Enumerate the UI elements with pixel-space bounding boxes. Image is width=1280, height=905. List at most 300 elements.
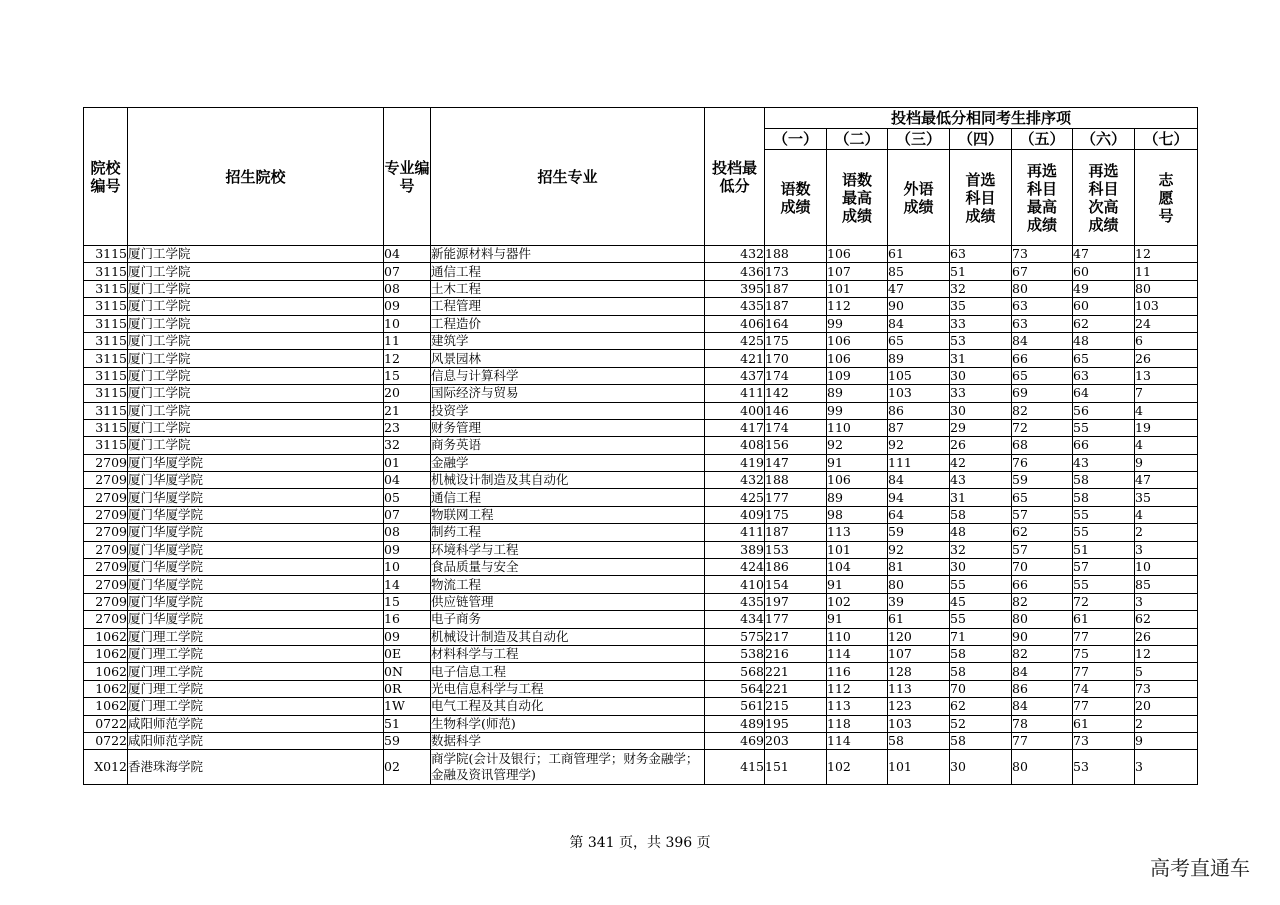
major-cell: 国际经济与贸易 [431, 385, 705, 402]
order1-cell: 154 [765, 576, 827, 593]
major-cell: 土木工程 [431, 280, 705, 297]
table-row [84, 524, 1198, 541]
min-score-cell: 408 [705, 437, 765, 454]
order1-cell: 170 [765, 350, 827, 367]
order6-cell: 63 [1073, 367, 1135, 384]
min-score-cell: 421 [705, 350, 765, 367]
min-score-cell: 389 [705, 541, 765, 558]
major-code-cell: 07 [384, 506, 431, 523]
school-cell: 厦门理工学院 [128, 628, 384, 645]
major-cell: 物流工程 [431, 576, 705, 593]
order7-cell: 3 [1135, 593, 1198, 610]
school-code-cell: 3115 [84, 332, 128, 349]
order3-cell: 90 [888, 298, 950, 315]
table-row [84, 419, 1198, 436]
order5-cell: 65 [1012, 489, 1073, 506]
major-cell: 金融学 [431, 454, 705, 471]
school-code-cell: 3115 [84, 246, 128, 263]
school-code-cell: 1062 [84, 663, 128, 680]
school-code-cell: 1062 [84, 628, 128, 645]
header-school: 招生院校 [128, 108, 384, 246]
major-code-cell: 07 [384, 263, 431, 280]
major-code-cell: 0E [384, 645, 431, 662]
order6-cell: 55 [1073, 576, 1135, 593]
school-code-cell: 2709 [84, 576, 128, 593]
order3-cell: 107 [888, 645, 950, 662]
order1-cell: 187 [765, 298, 827, 315]
table-row [84, 645, 1198, 662]
table-row [84, 332, 1198, 349]
order3-cell: 87 [888, 419, 950, 436]
school-code-cell: 1062 [84, 680, 128, 697]
order4-cell: 31 [950, 350, 1012, 367]
table-row [84, 680, 1198, 697]
order4-cell: 55 [950, 576, 1012, 593]
order4-cell: 58 [950, 732, 1012, 749]
order4-cell: 53 [950, 332, 1012, 349]
table-row [84, 593, 1198, 610]
order4-cell: 30 [950, 367, 1012, 384]
school-code-cell: 2709 [84, 524, 128, 541]
header-sub-7: 志愿号 [1135, 150, 1198, 246]
major-code-cell: 05 [384, 489, 431, 506]
order4-cell: 35 [950, 298, 1012, 315]
table-row [84, 559, 1198, 576]
order3-cell: 61 [888, 611, 950, 628]
order4-cell: 32 [950, 280, 1012, 297]
order7-cell: 5 [1135, 663, 1198, 680]
order2-cell: 107 [827, 263, 888, 280]
order7-cell: 11 [1135, 263, 1198, 280]
header-order-4: （四） [950, 129, 1012, 150]
order7-cell: 4 [1135, 506, 1198, 523]
table-row [84, 715, 1198, 732]
major-cell: 信息与计算科学 [431, 367, 705, 384]
school-code-cell: 1062 [84, 645, 128, 662]
order3-cell: 64 [888, 506, 950, 523]
table-row [84, 663, 1198, 680]
order3-cell: 84 [888, 472, 950, 489]
school-code-cell: 3115 [84, 350, 128, 367]
major-cell: 商学院(会计及银行；工商管理学；财务金融学；金融及资讯管理学) [431, 750, 705, 785]
order6-cell: 62 [1073, 315, 1135, 332]
table-row [84, 402, 1198, 419]
order4-cell: 51 [950, 263, 1012, 280]
min-score-cell: 568 [705, 663, 765, 680]
order4-cell: 55 [950, 611, 1012, 628]
school-code-cell: 2709 [84, 506, 128, 523]
order6-cell: 60 [1073, 263, 1135, 280]
school-cell: 厦门华厦学院 [128, 559, 384, 576]
min-score-cell: 410 [705, 576, 765, 593]
order3-cell: 105 [888, 367, 950, 384]
major-cell: 商务英语 [431, 437, 705, 454]
order6-cell: 48 [1073, 332, 1135, 349]
order3-cell: 84 [888, 315, 950, 332]
order2-cell: 110 [827, 628, 888, 645]
order7-cell: 103 [1135, 298, 1198, 315]
order5-cell: 57 [1012, 506, 1073, 523]
major-cell: 食品质量与安全 [431, 559, 705, 576]
order5-cell: 84 [1012, 663, 1073, 680]
order7-cell: 73 [1135, 680, 1198, 697]
school-cell: 厦门理工学院 [128, 698, 384, 715]
order5-cell: 84 [1012, 332, 1073, 349]
order1-cell: 156 [765, 437, 827, 454]
table-row [84, 506, 1198, 523]
min-score-cell: 538 [705, 645, 765, 662]
header-order-5: （五） [1012, 129, 1073, 150]
order4-cell: 33 [950, 385, 1012, 402]
school-cell: 咸阳师范学院 [128, 715, 384, 732]
order7-cell: 24 [1135, 315, 1198, 332]
order5-cell: 69 [1012, 385, 1073, 402]
major-cell: 制药工程 [431, 524, 705, 541]
major-code-cell: 04 [384, 472, 431, 489]
order3-cell: 65 [888, 332, 950, 349]
min-score-cell: 564 [705, 680, 765, 697]
major-cell: 财务管理 [431, 419, 705, 436]
order6-cell: 73 [1073, 732, 1135, 749]
major-code-cell: 14 [384, 576, 431, 593]
order2-cell: 104 [827, 559, 888, 576]
school-code-cell: 3115 [84, 367, 128, 384]
order2-cell: 91 [827, 611, 888, 628]
school-cell: 厦门华厦学院 [128, 454, 384, 471]
order3-cell: 81 [888, 559, 950, 576]
major-code-cell: 59 [384, 732, 431, 749]
min-score-cell: 432 [705, 472, 765, 489]
school-code-cell: 2709 [84, 489, 128, 506]
order3-cell: 92 [888, 541, 950, 558]
order2-cell: 102 [827, 593, 888, 610]
order4-cell: 42 [950, 454, 1012, 471]
order5-cell: 86 [1012, 680, 1073, 697]
min-score-cell: 425 [705, 489, 765, 506]
order5-cell: 63 [1012, 298, 1073, 315]
order5-cell: 57 [1012, 541, 1073, 558]
order7-cell: 3 [1135, 541, 1198, 558]
watermark: 高考直通车 [1150, 856, 1250, 880]
table-row [84, 698, 1198, 715]
order7-cell: 9 [1135, 732, 1198, 749]
order4-cell: 31 [950, 489, 1012, 506]
school-code-cell: 1062 [84, 698, 128, 715]
order2-cell: 101 [827, 541, 888, 558]
min-score-cell: 434 [705, 611, 765, 628]
order2-cell: 118 [827, 715, 888, 732]
school-cell: 厦门华厦学院 [128, 506, 384, 523]
order1-cell: 188 [765, 246, 827, 263]
order2-cell: 91 [827, 454, 888, 471]
major-code-cell: 08 [384, 280, 431, 297]
school-code-cell: 3115 [84, 315, 128, 332]
major-cell: 通信工程 [431, 489, 705, 506]
order6-cell: 58 [1073, 489, 1135, 506]
order2-cell: 91 [827, 576, 888, 593]
order3-cell: 94 [888, 489, 950, 506]
school-code-cell: 3115 [84, 419, 128, 436]
order4-cell: 70 [950, 680, 1012, 697]
order1-cell: 187 [765, 280, 827, 297]
order7-cell: 2 [1135, 524, 1198, 541]
major-cell: 风景园林 [431, 350, 705, 367]
order7-cell: 7 [1135, 385, 1198, 402]
order6-cell: 56 [1073, 402, 1135, 419]
order6-cell: 53 [1073, 750, 1135, 785]
order7-cell: 4 [1135, 402, 1198, 419]
order6-cell: 43 [1073, 454, 1135, 471]
header-sub-1: 语数成绩 [765, 150, 827, 246]
order2-cell: 109 [827, 367, 888, 384]
school-cell: 厦门理工学院 [128, 680, 384, 697]
major-code-cell: 09 [384, 541, 431, 558]
school-cell: 香港珠海学院 [128, 750, 384, 785]
school-cell: 厦门华厦学院 [128, 541, 384, 558]
major-code-cell: 21 [384, 402, 431, 419]
table-row [84, 298, 1198, 315]
order5-cell: 84 [1012, 698, 1073, 715]
order2-cell: 113 [827, 524, 888, 541]
order7-cell: 9 [1135, 454, 1198, 471]
min-score-cell: 436 [705, 263, 765, 280]
admission-table [83, 107, 1198, 785]
school-code-cell: 3115 [84, 280, 128, 297]
min-score-cell: 437 [705, 367, 765, 384]
order4-cell: 33 [950, 315, 1012, 332]
school-code-cell: 3115 [84, 437, 128, 454]
major-code-cell: 08 [384, 524, 431, 541]
order3-cell: 47 [888, 280, 950, 297]
order5-cell: 66 [1012, 576, 1073, 593]
major-cell: 投资学 [431, 402, 705, 419]
table-row [84, 263, 1198, 280]
order5-cell: 80 [1012, 280, 1073, 297]
order6-cell: 61 [1073, 715, 1135, 732]
order3-cell: 113 [888, 680, 950, 697]
order4-cell: 43 [950, 472, 1012, 489]
order2-cell: 106 [827, 332, 888, 349]
order7-cell: 19 [1135, 419, 1198, 436]
order2-cell: 99 [827, 315, 888, 332]
order1-cell: 153 [765, 541, 827, 558]
min-score-cell: 561 [705, 698, 765, 715]
min-score-cell: 425 [705, 332, 765, 349]
order3-cell: 128 [888, 663, 950, 680]
major-code-cell: 09 [384, 628, 431, 645]
major-cell: 环境科学与工程 [431, 541, 705, 558]
header-order-6: （六） [1073, 129, 1135, 150]
header-sort-group: 投档最低分相同考生排序项 [765, 108, 1198, 129]
order2-cell: 102 [827, 750, 888, 785]
major-cell: 工程管理 [431, 298, 705, 315]
school-cell: 厦门工学院 [128, 437, 384, 454]
min-score-cell: 489 [705, 715, 765, 732]
school-cell: 厦门工学院 [128, 246, 384, 263]
major-code-cell: 1W [384, 698, 431, 715]
order2-cell: 106 [827, 472, 888, 489]
major-code-cell: 0N [384, 663, 431, 680]
order1-cell: 151 [765, 750, 827, 785]
order4-cell: 30 [950, 402, 1012, 419]
order1-cell: 188 [765, 472, 827, 489]
order5-cell: 82 [1012, 645, 1073, 662]
major-cell: 通信工程 [431, 263, 705, 280]
school-cell: 厦门华厦学院 [128, 576, 384, 593]
order5-cell: 65 [1012, 367, 1073, 384]
order3-cell: 101 [888, 750, 950, 785]
header-major-code: 专业编号 [384, 108, 431, 246]
order4-cell: 52 [950, 715, 1012, 732]
order5-cell: 80 [1012, 611, 1073, 628]
order5-cell: 67 [1012, 263, 1073, 280]
order5-cell: 82 [1012, 402, 1073, 419]
major-cell: 工程造价 [431, 315, 705, 332]
order7-cell: 2 [1135, 715, 1198, 732]
order1-cell: 142 [765, 385, 827, 402]
order7-cell: 4 [1135, 437, 1198, 454]
min-score-cell: 417 [705, 419, 765, 436]
header-sub-5: 再选科目最高成绩 [1012, 150, 1073, 246]
school-cell: 厦门工学院 [128, 350, 384, 367]
order2-cell: 89 [827, 489, 888, 506]
order2-cell: 106 [827, 246, 888, 263]
school-code-cell: 2709 [84, 593, 128, 610]
header-sub-2: 语数最高成绩 [827, 150, 888, 246]
order5-cell: 90 [1012, 628, 1073, 645]
school-code-cell: 0722 [84, 715, 128, 732]
major-cell: 新能源材料与器件 [431, 246, 705, 263]
table-row [84, 280, 1198, 297]
major-cell: 机械设计制造及其自动化 [431, 628, 705, 645]
order5-cell: 68 [1012, 437, 1073, 454]
min-score-cell: 424 [705, 559, 765, 576]
min-score-cell: 395 [705, 280, 765, 297]
order3-cell: 86 [888, 402, 950, 419]
order1-cell: 221 [765, 680, 827, 697]
order1-cell: 175 [765, 332, 827, 349]
order7-cell: 62 [1135, 611, 1198, 628]
order5-cell: 63 [1012, 315, 1073, 332]
order1-cell: 215 [765, 698, 827, 715]
school-cell: 厦门工学院 [128, 280, 384, 297]
order7-cell: 47 [1135, 472, 1198, 489]
order7-cell: 12 [1135, 645, 1198, 662]
school-cell: 厦门工学院 [128, 367, 384, 384]
school-cell: 厦门工学院 [128, 298, 384, 315]
table-row [84, 385, 1198, 402]
table-body [84, 246, 1198, 785]
major-code-cell: 51 [384, 715, 431, 732]
order1-cell: 197 [765, 593, 827, 610]
header-sub-6: 再选科目次高成绩 [1073, 150, 1135, 246]
order4-cell: 71 [950, 628, 1012, 645]
order7-cell: 6 [1135, 332, 1198, 349]
header-order-1: （一） [765, 129, 827, 150]
order1-cell: 195 [765, 715, 827, 732]
major-cell: 物联网工程 [431, 506, 705, 523]
order3-cell: 61 [888, 246, 950, 263]
order7-cell: 20 [1135, 698, 1198, 715]
page-footer: 第 341 页，共 396 页 [569, 835, 711, 851]
school-cell: 厦门华厦学院 [128, 524, 384, 541]
order6-cell: 55 [1073, 419, 1135, 436]
major-code-cell: 32 [384, 437, 431, 454]
order6-cell: 61 [1073, 611, 1135, 628]
order7-cell: 3 [1135, 750, 1198, 785]
school-code-cell: 2709 [84, 472, 128, 489]
school-cell: 厦门工学院 [128, 315, 384, 332]
header-order-2: （二） [827, 129, 888, 150]
major-cell: 供应链管理 [431, 593, 705, 610]
major-code-cell: 23 [384, 419, 431, 436]
order2-cell: 92 [827, 437, 888, 454]
school-cell: 厦门华厦学院 [128, 489, 384, 506]
order1-cell: 175 [765, 506, 827, 523]
order3-cell: 58 [888, 732, 950, 749]
school-cell: 咸阳师范学院 [128, 732, 384, 749]
min-score-cell: 400 [705, 402, 765, 419]
order1-cell: 177 [765, 611, 827, 628]
order4-cell: 62 [950, 698, 1012, 715]
school-code-cell: 3115 [84, 385, 128, 402]
order6-cell: 55 [1073, 506, 1135, 523]
order1-cell: 147 [765, 454, 827, 471]
order7-cell: 80 [1135, 280, 1198, 297]
major-code-cell: 09 [384, 298, 431, 315]
table-row [84, 576, 1198, 593]
order4-cell: 30 [950, 750, 1012, 785]
order5-cell: 77 [1012, 732, 1073, 749]
major-cell: 数据科学 [431, 732, 705, 749]
major-code-cell: 02 [384, 750, 431, 785]
table-row [84, 315, 1198, 332]
order4-cell: 58 [950, 645, 1012, 662]
school-cell: 厦门工学院 [128, 419, 384, 436]
order7-cell: 10 [1135, 559, 1198, 576]
order1-cell: 216 [765, 645, 827, 662]
major-cell: 光电信息科学与工程 [431, 680, 705, 697]
order6-cell: 57 [1073, 559, 1135, 576]
order6-cell: 77 [1073, 663, 1135, 680]
order7-cell: 13 [1135, 367, 1198, 384]
table-row [84, 246, 1198, 263]
order5-cell: 59 [1012, 472, 1073, 489]
order2-cell: 89 [827, 385, 888, 402]
order5-cell: 80 [1012, 750, 1073, 785]
order7-cell: 12 [1135, 246, 1198, 263]
min-score-cell: 419 [705, 454, 765, 471]
order6-cell: 74 [1073, 680, 1135, 697]
order2-cell: 112 [827, 298, 888, 315]
major-code-cell: 10 [384, 559, 431, 576]
major-cell: 材料科学与工程 [431, 645, 705, 662]
header-school-code: 院校编号 [84, 108, 128, 246]
min-score-cell: 432 [705, 246, 765, 263]
order4-cell: 32 [950, 541, 1012, 558]
order1-cell: 164 [765, 315, 827, 332]
order6-cell: 77 [1073, 628, 1135, 645]
order1-cell: 174 [765, 367, 827, 384]
school-cell: 厦门华厦学院 [128, 593, 384, 610]
school-code-cell: 2709 [84, 611, 128, 628]
major-code-cell: 12 [384, 350, 431, 367]
school-cell: 厦门工学院 [128, 402, 384, 419]
header-sub-3: 外语成绩 [888, 150, 950, 246]
order6-cell: 47 [1073, 246, 1135, 263]
min-score-cell: 435 [705, 593, 765, 610]
order7-cell: 26 [1135, 628, 1198, 645]
